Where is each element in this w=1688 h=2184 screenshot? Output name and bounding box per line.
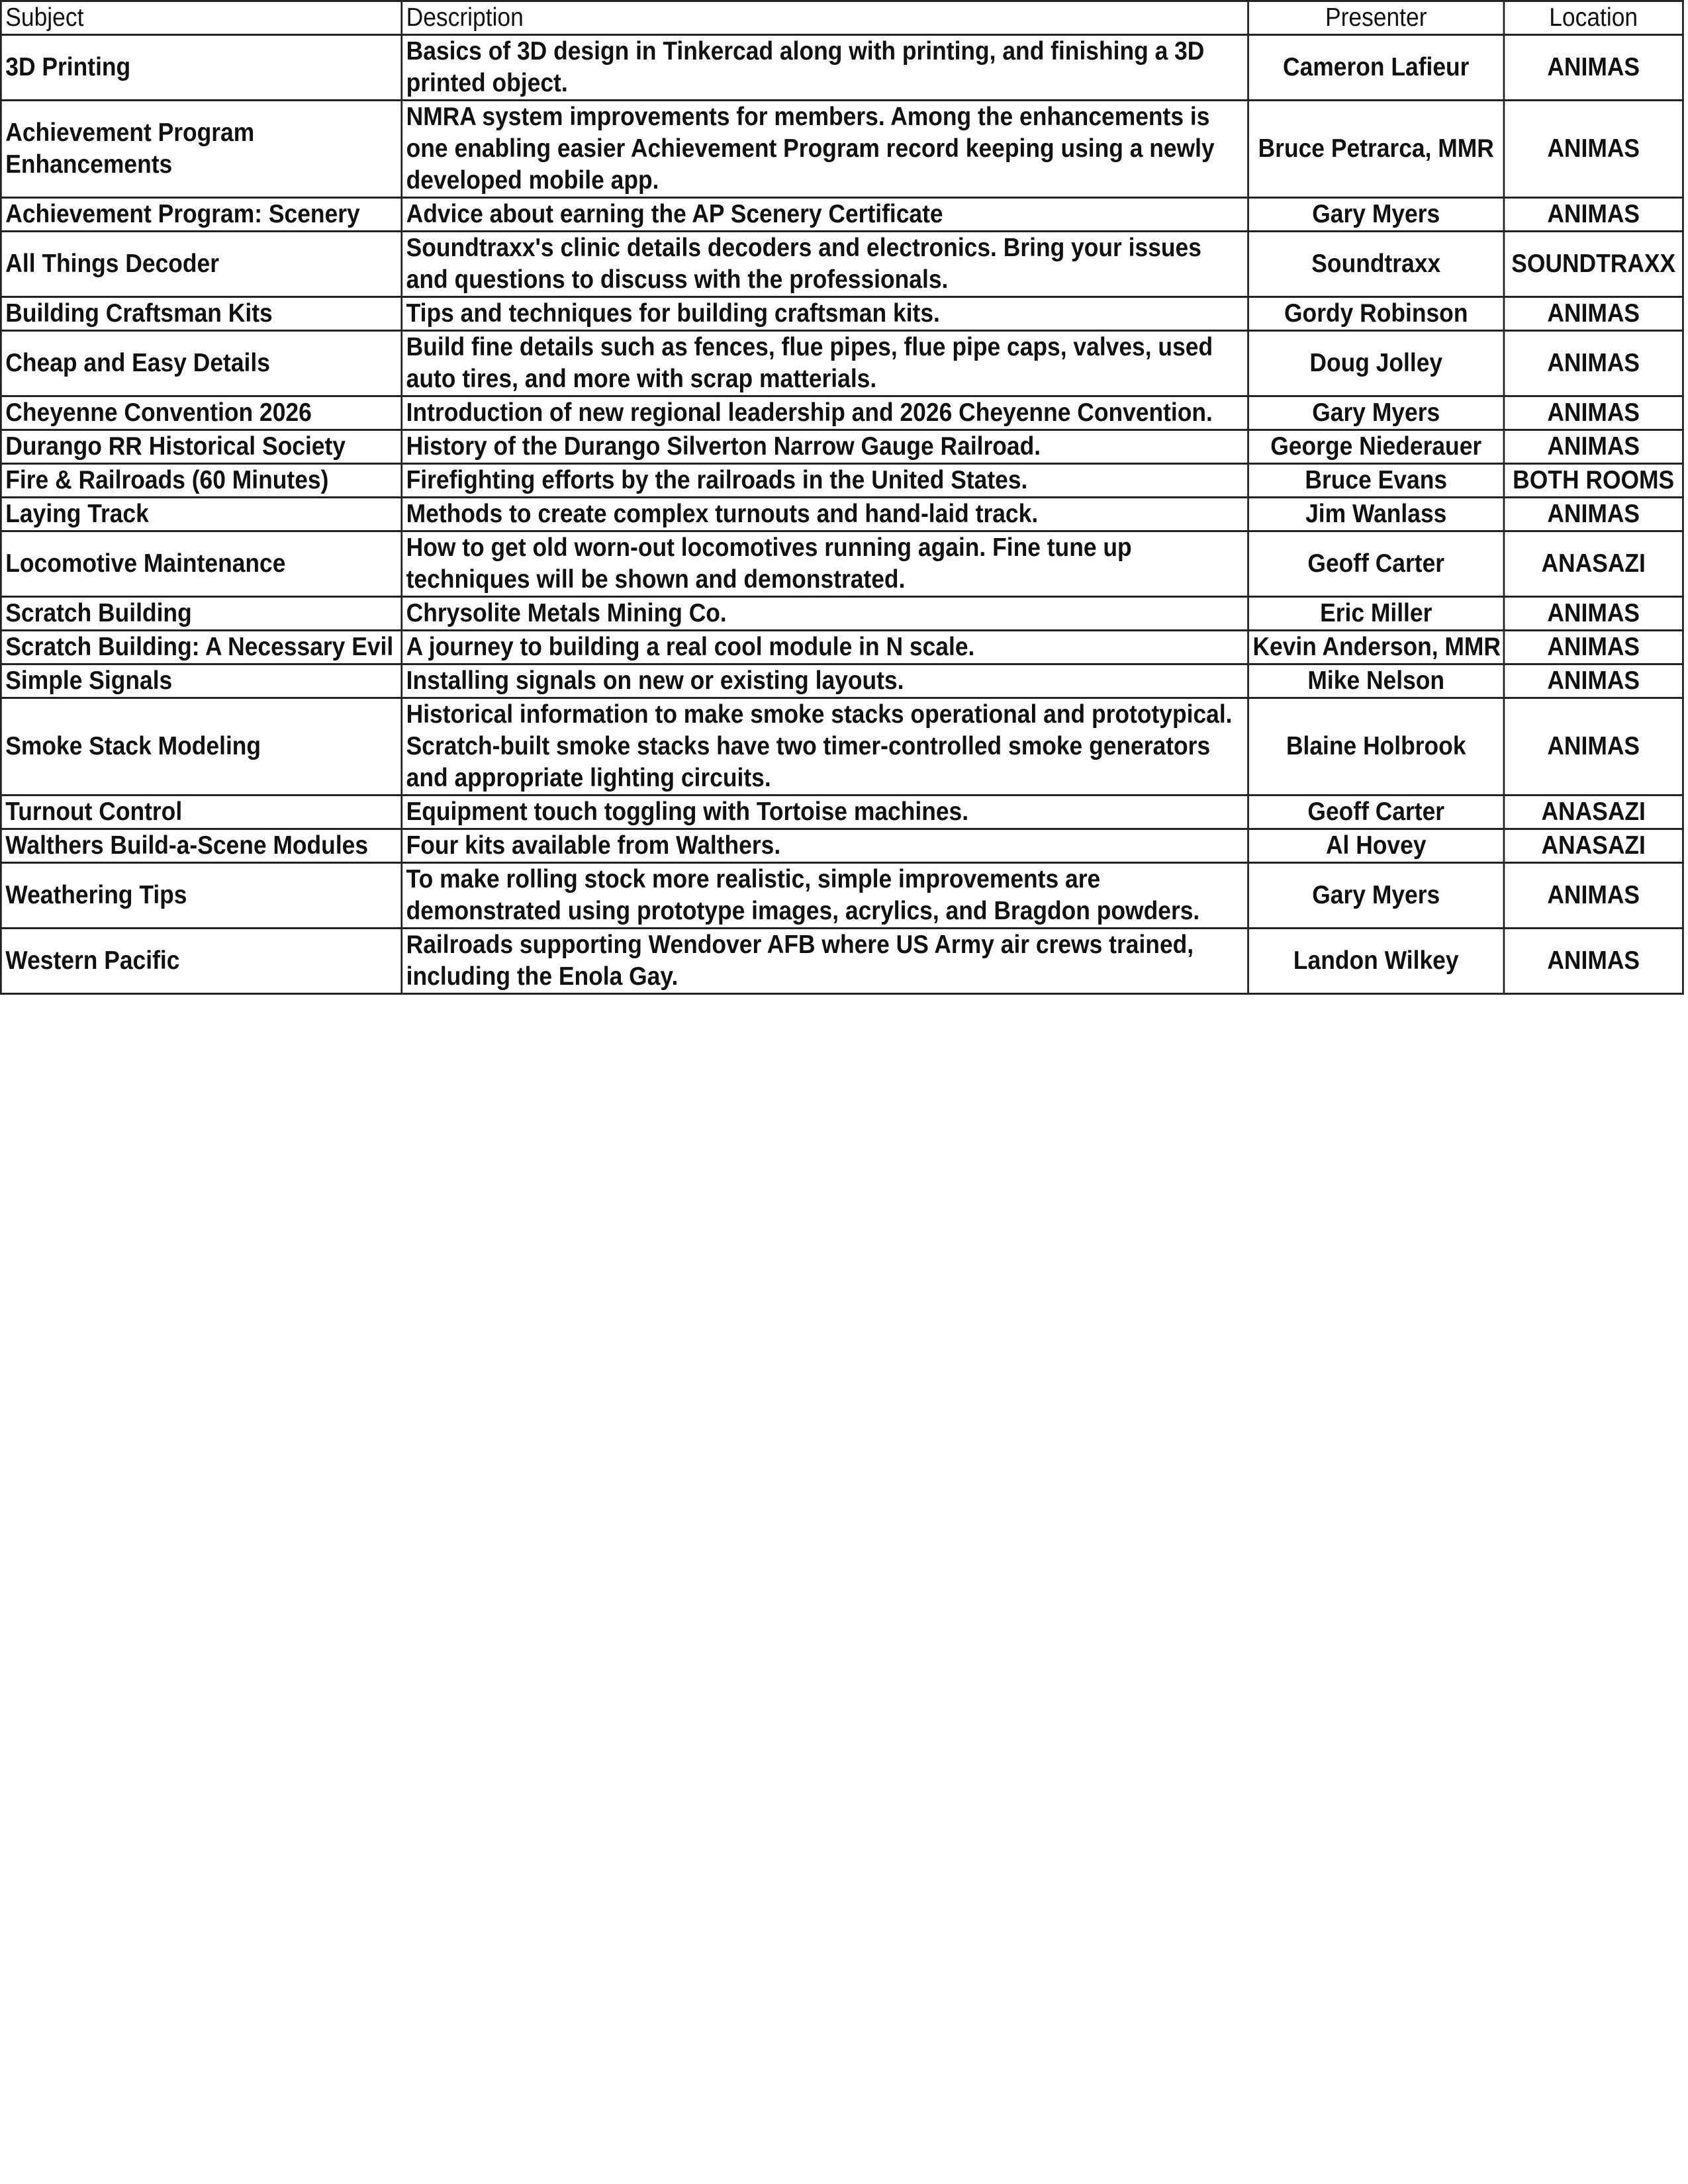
table-row [1,698,1683,796]
location-cell: ANIMAS [1504,664,1683,698]
table-row [1,796,1683,829]
subject-line: Cheyenne Convention 2026 [5,398,312,427]
table-row [1,396,1683,430]
subject-line: Durango RR Historical Society [5,432,346,461]
subject-line: Enhancements [5,150,173,179]
header-row [1,1,1683,35]
description-cell [402,698,1248,796]
subject-line: Fire & Railroads (60 Minutes) [5,466,329,494]
subject-line: Scratch Building [5,599,192,627]
description-cell [402,430,1248,464]
table-body [1,35,1683,994]
location-cell: ANIMAS [1504,101,1683,198]
location-cell: ANIMAS [1504,297,1683,331]
description-line: including the Enola Gay. [406,962,679,991]
description-cell [402,396,1248,430]
table-row [1,829,1683,863]
subject-line: Simple Signals [5,666,173,695]
description-line: one enabling easier Achievement Program record keeping using a newly [406,134,1215,163]
description-line: Four kits available from Walthers. [406,831,781,860]
subject-line: Achievement Program [5,118,255,147]
description-line: How to get old worn-out locomotives running again. Fine tune up [406,533,1132,562]
subject-cell [1,297,401,331]
presenter-cell: Jim Wanlass [1248,498,1504,531]
presenter-cell: Soundtraxx [1248,232,1504,297]
description-cell [402,664,1248,698]
subject-line: Walthers Build-a-Scene Modules [5,831,369,860]
description-cell [402,597,1248,631]
subject-header: Subject [1,1,401,35]
description-line: To make rolling stock more realistic, simple improvements are [406,865,1101,893]
description-line: Introduction of new regional leadership and 2026 Cheyenne Convention. [406,398,1213,427]
description-cell [402,35,1248,101]
location-cell: ANIMAS [1504,863,1683,929]
presenter-cell: Geoff Carter [1248,531,1504,597]
subject-cell [1,396,401,430]
description-cell [402,464,1248,498]
description-cell [402,498,1248,531]
location-cell: ANASAZI [1504,829,1683,863]
table-row [1,232,1683,297]
description-line: auto tires, and more with scrap matterials. [406,365,877,393]
description-cell [402,631,1248,664]
table-row [1,929,1683,994]
description-line: NMRA system improvements for members. Among the enhancements is [406,103,1210,131]
subject-cell [1,597,401,631]
location-cell: ANASAZI [1504,796,1683,829]
subject-line: Locomotive Maintenance [5,549,286,578]
table-row [1,631,1683,664]
description-line: Railroads supporting Wendover AFB where US Army air crews trained, [406,931,1194,959]
table-row [1,664,1683,698]
presenter-cell: Bruce Evans [1248,464,1504,498]
subject-line: Laying Track [5,500,149,528]
subject-cell [1,829,401,863]
presenter-cell: Gary Myers [1248,396,1504,430]
table-row [1,297,1683,331]
subject-cell [1,331,401,396]
subject-cell [1,232,401,297]
subject-cell [1,498,401,531]
presenter-header: Presenter [1248,1,1504,35]
presenter-cell: Kevin Anderson, MMR [1248,631,1504,664]
description-header: Description [402,1,1248,35]
description-line: Chrysolite Metals Mining Co. [406,599,727,627]
description-line: History of the Durango Silverton Narrow Gauge Railroad. [406,432,1041,461]
table-row [1,430,1683,464]
description-cell [402,929,1248,994]
table-row [1,464,1683,498]
presenter-cell: Al Hovey [1248,829,1504,863]
table-row [1,531,1683,597]
table-row [1,35,1683,101]
description-line: developed mobile app. [406,166,659,195]
description-line: A journey to building a real cool module in N scale. [406,633,975,661]
description-cell [402,297,1248,331]
location-cell: ANIMAS [1504,698,1683,796]
subject-cell [1,35,401,101]
presenter-cell: Gordy Robinson [1248,297,1504,331]
description-line: Installing signals on new or existing layouts. [406,666,904,695]
subject-line: All Things Decoder [5,250,220,278]
description-line: Equipment touch toggling with Tortoise machines. [406,797,969,826]
location-header: Location [1504,1,1683,35]
presenter-cell: Doug Jolley [1248,331,1504,396]
subject-cell [1,101,401,198]
description-cell [402,101,1248,198]
description-line: Firefighting efforts by the railroads in the United States. [406,466,1028,494]
location-cell: ANIMAS [1504,198,1683,232]
location-cell: ANIMAS [1504,396,1683,430]
subject-cell [1,929,401,994]
description-cell [402,531,1248,597]
subject-line: Building Craftsman Kits [5,299,273,328]
table-row [1,498,1683,531]
description-line: and appropriate lighting circuits. [406,764,771,792]
subject-line: Scratch Building: A Necessary Evil [5,633,394,661]
description-line: Tips and techniques for building craftsman kits. [406,299,940,328]
presenter-cell: Gary Myers [1248,198,1504,232]
description-line: Historical information to make smoke stacks operational and prototypical. [406,700,1233,729]
presenter-cell: Geoff Carter [1248,796,1504,829]
description-cell [402,232,1248,297]
subject-line: 3D Printing [5,53,131,81]
description-cell [402,331,1248,396]
table-row [1,101,1683,198]
description-line: Methods to create complex turnouts and hand-laid track. [406,500,1039,528]
description-line: Basics of 3D design in Tinkercad along with printing, and finishing a 3D [406,37,1205,66]
clinic-schedule-table [0,0,1684,995]
subject-cell [1,430,401,464]
description-line: Build fine details such as fences, flue pipes, flue pipe caps, valves, used [406,333,1213,361]
location-cell: ANIMAS [1504,597,1683,631]
subject-line: Weathering Tips [5,881,187,909]
presenter-cell: Bruce Petrarca, MMR [1248,101,1504,198]
location-cell: ANIMAS [1504,498,1683,531]
subject-line: Smoke Stack Modeling [5,732,261,760]
description-cell [402,796,1248,829]
location-cell: ANIMAS [1504,331,1683,396]
subject-cell [1,198,401,232]
subject-line: Achievement Program: Scenery [5,200,360,228]
description-cell [402,863,1248,929]
description-line: printed object. [406,69,568,97]
location-cell: SOUNDTRAXX [1504,232,1683,297]
description-line: Advice about earning the AP Scenery Certificate [406,200,943,228]
presenter-cell: Blaine Holbrook [1248,698,1504,796]
subject-line: Western Pacific [5,946,180,975]
location-cell: BOTH ROOMS [1504,464,1683,498]
presenter-cell: Mike Nelson [1248,664,1504,698]
description-line: demonstrated using prototype images, acrylics, and Bragdon powders. [406,897,1200,925]
location-cell: ANIMAS [1504,35,1683,101]
presenter-cell: Gary Myers [1248,863,1504,929]
table-row [1,597,1683,631]
description-cell [402,829,1248,863]
subject-cell [1,531,401,597]
subject-cell [1,664,401,698]
table-row [1,331,1683,396]
presenter-cell: George Niederauer [1248,430,1504,464]
subject-cell [1,863,401,929]
presenter-cell: Eric Miller [1248,597,1504,631]
subject-cell [1,698,401,796]
table-row [1,198,1683,232]
table-row [1,863,1683,929]
subject-line: Cheap and Easy Details [5,349,270,377]
description-line: Soundtraxx's clinic details decoders and electronics. Bring your issues [406,234,1201,262]
subject-line: Turnout Control [5,797,183,826]
location-cell: ANIMAS [1504,430,1683,464]
description-line: techniques will be shown and demonstrated. [406,565,906,594]
description-line: Scratch-built smoke stacks have two timer-controlled smoke generators [406,732,1211,760]
subject-cell [1,796,401,829]
subject-cell [1,631,401,664]
presenter-cell: Landon Wilkey [1248,929,1504,994]
location-cell: ANIMAS [1504,631,1683,664]
subject-cell [1,464,401,498]
description-line: and questions to discuss with the professionals. [406,265,949,294]
location-cell: ANIMAS [1504,929,1683,994]
presenter-cell: Cameron Lafieur [1248,35,1504,101]
description-cell [402,198,1248,232]
location-cell: ANASAZI [1504,531,1683,597]
